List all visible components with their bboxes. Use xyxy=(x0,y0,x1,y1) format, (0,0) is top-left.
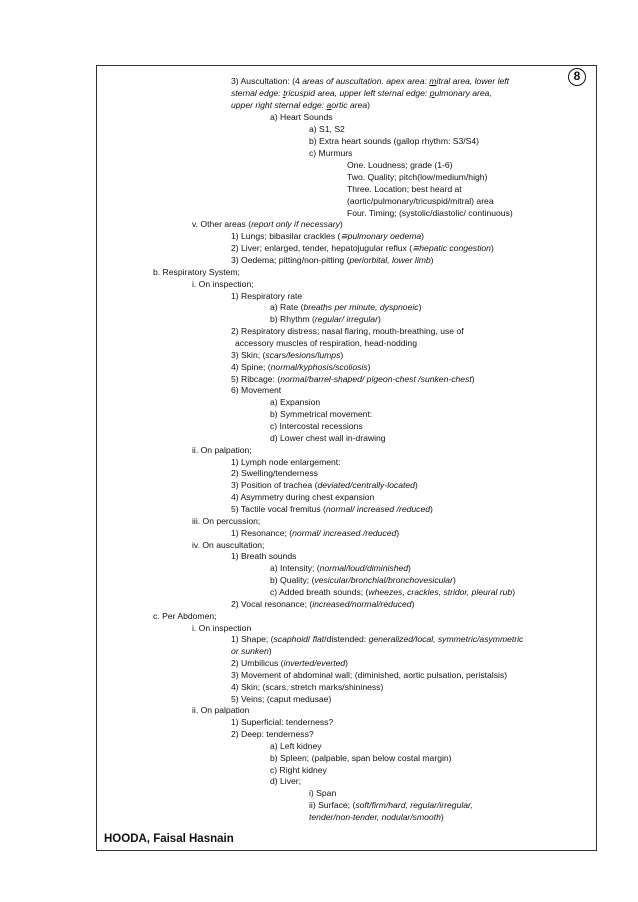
line: c) Right kidney xyxy=(270,765,327,775)
line: 1) Resonance; (normal/ increased /reduced) xyxy=(231,528,400,538)
line: b) Extra heart sounds (gallop rhythm: S3/S4) xyxy=(309,136,480,146)
line: a) Rate (breaths per minute, dyspnoeic) xyxy=(270,302,422,312)
line: a) S1, S2 xyxy=(309,124,345,134)
line: Four. Timing; (systolic/diastolic/ continuous) xyxy=(347,208,513,218)
line: One. Loudness; grade (1-6) xyxy=(347,160,453,170)
line: c) Added breath sounds; (wheezes, crackles, stridor, pleural rub) xyxy=(270,587,516,597)
line: iii. On percussion; xyxy=(192,516,261,526)
line: b) Symmetrical movement: xyxy=(270,409,373,419)
line: ii. On palpation; xyxy=(192,445,252,455)
line: 1) Respiratory rate xyxy=(231,291,303,301)
line: 4) Spine; (normal/kyphosis/scoliosis) xyxy=(231,362,371,372)
line: v. Other areas (report only if necessary) xyxy=(192,219,343,229)
line: Three. Location; best heard at xyxy=(347,184,462,194)
line: d) Lower chest wall in-drawing xyxy=(270,433,386,443)
line: b) Spleen; (palpable, span below costal margin) xyxy=(270,753,452,763)
section-heading: c. Per Abdomen; xyxy=(153,611,217,621)
line: 1) Lymph node enlargement: xyxy=(231,457,341,467)
line: 5) Tactile vocal fremitus (normal/ increased /reduced) xyxy=(231,504,433,514)
line: c) Intercostal recessions xyxy=(270,421,363,431)
line: a) Expansion xyxy=(270,397,321,407)
line: 2) Liver; enlarged, tender, hepatojugular reflux (≅hepatic congestion) xyxy=(231,243,494,253)
line: 3) Auscultation: (4 areas of auscultation. apex area: mitral area, lower left xyxy=(231,76,510,86)
line: 3) Oedema; pitting/non-pitting (periorbital, lower limb) xyxy=(231,255,434,265)
line: 2) Deep: tenderness? xyxy=(231,729,314,739)
line: 1) Shape; (scaphoid/ flat/distended: generalized/local, symmetric/asymmetric xyxy=(231,634,524,644)
line: 4) Asymmetry during chest expansion xyxy=(231,492,375,502)
line: b) Quality; (vesicular/bronchial/bronchovesicular) xyxy=(270,575,456,585)
line: ii. On palpation xyxy=(192,705,250,715)
line: a) Intensity; (normal/loud/diminished) xyxy=(270,563,411,573)
line: 4) Skin; (scars, stretch marks/shininess) xyxy=(231,682,384,692)
line: i. On inspection xyxy=(192,623,252,633)
line: 1) Lungs; bibasilar crackles (≅pulmonary oedema) xyxy=(231,231,425,241)
line: d) Liver; xyxy=(270,776,302,786)
line: 5) Veins; (caput medusae) xyxy=(231,694,332,704)
line: a) Left kidney xyxy=(270,741,322,751)
line: c) Murmurs xyxy=(309,148,353,158)
line: i) Span xyxy=(309,788,337,798)
line: ii) Surface; (soft/firm/hard, regular/irregular, xyxy=(309,800,473,810)
line: 2) Respiratory distress; nasal flaring, mouth-breathing, use of xyxy=(231,326,464,336)
line: Two. Quality; pitch(low/medium/high) xyxy=(347,172,488,182)
line: upper right sternal edge: aortic area) xyxy=(231,100,371,110)
line: or sunken) xyxy=(231,646,272,656)
line: 6) Movement xyxy=(231,385,282,395)
line: 5) Ribcage: (normal/barrel-shaped/ pigeon-chest /sunken-chest) xyxy=(231,374,475,384)
line: i. On inspection; xyxy=(192,279,254,289)
line: tender/non-tender, nodular/smooth) xyxy=(309,812,444,822)
line: a) Heart Sounds xyxy=(270,112,333,122)
line: sternal edge: tricuspid area, upper left sternal edge: pulmonary area, xyxy=(231,88,492,98)
line: 2) Swelling/tenderness xyxy=(231,468,318,478)
line: accessory muscles of respiration, head-nodding xyxy=(235,338,417,348)
line: iv. On auscultation; xyxy=(192,540,265,550)
line: 1) Breath sounds xyxy=(231,551,297,561)
line: 3) Skin; (scars/lesions/lumps) xyxy=(231,350,344,360)
line: 1) Superficial: tenderness? xyxy=(231,717,334,727)
line: 2) Umbilicus (inverted/everted) xyxy=(231,658,349,668)
line: 3) Movement of abdominal wall; (diminished, aortic pulsation, peristalsis) xyxy=(231,670,508,680)
page-number: 8 xyxy=(568,68,586,86)
author-footer: HOODA, Faisal Hasnain xyxy=(104,833,234,845)
section-heading: b. Respiratory System; xyxy=(153,267,240,277)
line: 3) Position of trachea (deviated/centrally-located) xyxy=(231,480,418,490)
page-frame xyxy=(96,65,597,851)
line: b) Rhythm (regular/ irregular) xyxy=(270,314,381,324)
line: 2) Vocal resonance; (increased/normal/reduced) xyxy=(231,599,415,609)
line: (aortic/pulmonary/tricuspid/mitral) area xyxy=(347,196,494,206)
